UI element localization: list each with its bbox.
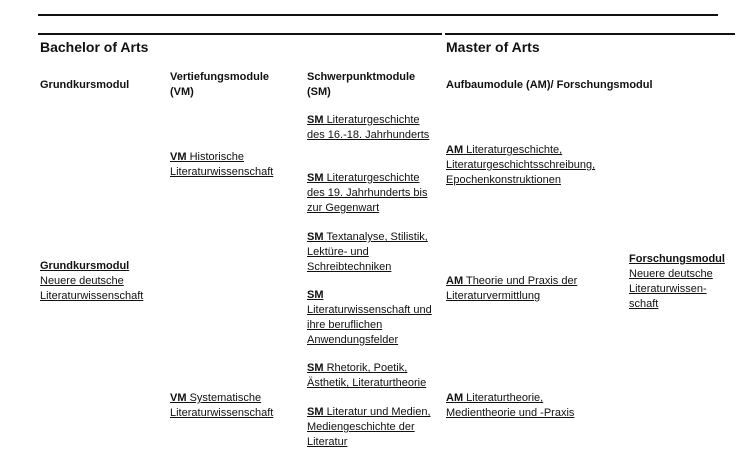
link-text: Neuere deutsche Literaturwissenschaft <box>40 275 144 302</box>
link-abbr: SM <box>307 406 324 418</box>
sm-textanalyse-link[interactable] <box>307 230 443 275</box>
link-text: Textanalyse, Stilistik, Lektüre- und Schreibtechniken <box>307 231 428 273</box>
link-abbr: SM <box>307 289 324 301</box>
schwerpunkt-header: Schwerpunktmodule (SM) <box>307 71 416 98</box>
master-rule <box>445 33 735 35</box>
master-title: Master of Arts <box>446 39 540 55</box>
am-literaturtheorie-link[interactable] <box>446 391 606 421</box>
link-abbr: VM <box>170 151 187 163</box>
bachelor-title: Bachelor of Arts <box>40 39 149 55</box>
link-text: Rhetorik, Poetik, Ästhetik, Literaturtheorie <box>307 362 427 389</box>
link-text: Theorie und Praxis der Literaturvermittlung <box>446 275 578 302</box>
link-abbr: Forschungsmodul <box>629 253 725 265</box>
bachelor-rule <box>38 33 442 35</box>
link-abbr: Grundkursmodul <box>40 260 130 272</box>
link-abbr: AM <box>446 392 464 404</box>
link-text: Literaturgeschichte, Literaturgeschichtsschreibung, Epochenkonstruktionen <box>446 144 596 186</box>
link-abbr: SM <box>307 114 324 126</box>
vm-historische-link[interactable] <box>170 150 295 180</box>
link-text: Literaturwissenschaft und ihre beruflichen Anwendungsfelder <box>307 304 432 346</box>
link-text: Systematische Literaturwissenschaft <box>170 392 274 419</box>
forschungsmodul-link[interactable] <box>629 252 729 312</box>
grundkurs-header: Grundkursmodul <box>40 79 130 91</box>
top-rule <box>38 14 718 16</box>
link-text: Historische Literaturwissenschaft <box>170 151 274 178</box>
link-abbr: AM <box>446 275 464 287</box>
sm-rhetorik-link[interactable] <box>307 361 443 391</box>
link-text: Literaturgeschichte des 19. Jahrhunderts bis zur Gegenwart <box>307 172 428 214</box>
link-text: Literatur und Medien, Mediengeschichte der Literatur <box>307 406 431 448</box>
link-abbr: SM <box>307 231 324 243</box>
link-text: Literaturtheorie, Medientheorie und -Praxis <box>446 392 575 419</box>
sm-literaturwissenschaft-beruf-link[interactable] <box>307 288 437 348</box>
sm-literatur-medien-link[interactable] <box>307 405 445 450</box>
link-text: Literaturgeschichte des 16.-18. Jahrhunderts <box>307 114 430 141</box>
sm-literaturgeschichte-19-link[interactable] <box>307 171 437 216</box>
link-abbr: SM <box>307 362 324 374</box>
aufbau-header: Aufbaumodule (AM)/ Forschungsmodul <box>446 79 653 91</box>
link-abbr: VM <box>170 392 187 404</box>
am-theorie-praxis-link[interactable] <box>446 274 606 304</box>
vertiefung-header: Vertiefungsmodule (VM) <box>170 71 270 98</box>
sm-literaturgeschichte-16-18-link[interactable] <box>307 113 437 143</box>
vm-systematische-link[interactable] <box>170 391 295 421</box>
am-literaturgeschichte-link[interactable] <box>446 143 621 188</box>
link-text: Neuere deutsche Literaturwissen-schaft <box>629 268 713 310</box>
grundkursmodul-link[interactable] <box>40 259 165 304</box>
link-abbr: AM <box>446 144 464 156</box>
link-abbr: SM <box>307 172 324 184</box>
